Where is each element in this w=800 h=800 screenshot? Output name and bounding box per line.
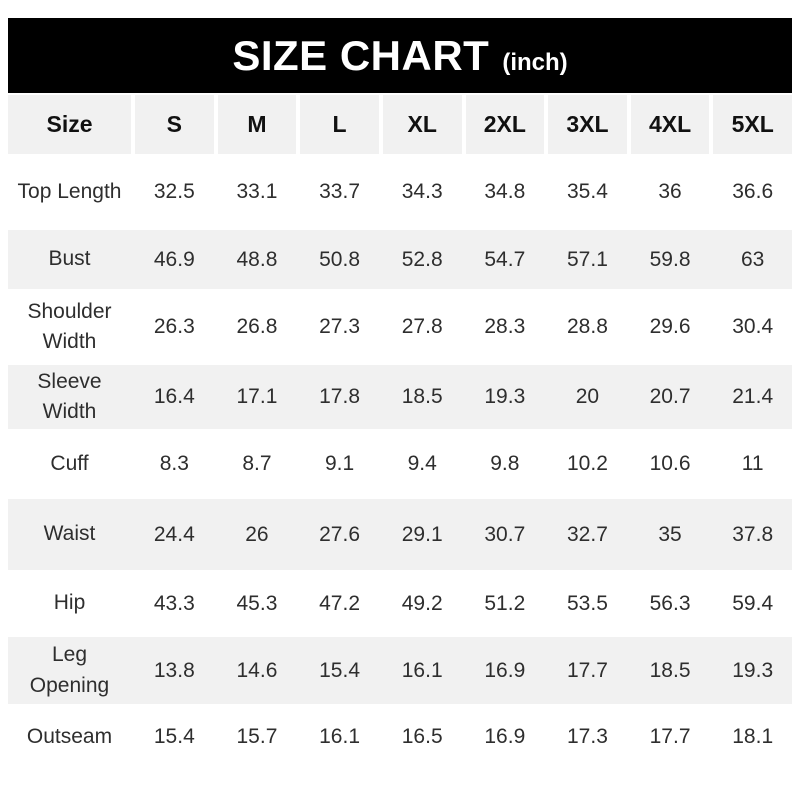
column-header: 4XL bbox=[631, 95, 710, 154]
measurement-cell: 57.1 bbox=[567, 247, 608, 271]
measurement-cell: 16.5 bbox=[401, 725, 443, 748]
measurement-cell: 17.8 bbox=[319, 385, 360, 408]
measurement-cell: 34.3 bbox=[401, 180, 443, 203]
row-label-text: Cuff bbox=[50, 451, 89, 475]
measurement-cell: 52.8 bbox=[401, 247, 443, 271]
size-corner-header: Size bbox=[8, 95, 131, 154]
row-label-text: Sleeve Width bbox=[37, 369, 102, 423]
measurement-cell: 46.9 bbox=[153, 247, 195, 271]
row-label-text: Hip bbox=[53, 591, 86, 615]
measurement-cell: 43.3 bbox=[153, 591, 195, 615]
row-label bbox=[8, 365, 131, 429]
measurement-cell: 34.8 bbox=[484, 180, 526, 203]
column-header: XL bbox=[383, 95, 462, 154]
measurement-cell: 27.6 bbox=[319, 522, 360, 546]
measurement-cell: 10.6 bbox=[649, 452, 691, 475]
measurement-cell: 17.1 bbox=[236, 385, 278, 408]
measurement-cell: 16.1 bbox=[401, 658, 443, 682]
row-label bbox=[8, 154, 131, 230]
measurement-cell: 56.3 bbox=[649, 591, 691, 615]
measurement-cell: 15.7 bbox=[236, 725, 278, 748]
column-header: M bbox=[218, 95, 297, 154]
measurement-cell: 63 bbox=[741, 247, 765, 271]
measurement-cell: 9.8 bbox=[490, 452, 520, 475]
measurement-cell: 14.6 bbox=[236, 658, 278, 682]
measurement-cell: 11 bbox=[741, 452, 764, 475]
measurement-cell: 51.2 bbox=[484, 591, 526, 615]
measurement-cell: 9.4 bbox=[407, 452, 437, 475]
measurement-cell: 16.9 bbox=[484, 725, 526, 748]
row-label bbox=[8, 570, 131, 637]
row-label-text: Top Length bbox=[17, 179, 122, 203]
row-label bbox=[8, 704, 131, 770]
row-label-text: Outseam bbox=[26, 724, 113, 748]
measurement-cell: 19.3 bbox=[484, 385, 526, 408]
measurement-cell: 36.6 bbox=[732, 180, 774, 203]
measurement-cell: 15.4 bbox=[319, 658, 360, 682]
measurement-cell: 18.5 bbox=[649, 658, 691, 682]
measurement-cell: 18.1 bbox=[732, 725, 774, 748]
title-line bbox=[232, 32, 567, 80]
measurement-cell: 28.3 bbox=[484, 315, 526, 338]
measurement-cell: 26.8 bbox=[236, 315, 278, 338]
title-bar bbox=[8, 18, 792, 93]
measurement-cell: 54.7 bbox=[484, 247, 526, 271]
measurement-cell: 50.8 bbox=[319, 247, 360, 271]
measurement-cell: 24.4 bbox=[153, 522, 195, 546]
measurement-cell: 20.7 bbox=[649, 385, 691, 408]
table-row bbox=[8, 570, 792, 637]
unit-label: (inch) bbox=[502, 48, 568, 76]
measurement-cell: 53.5 bbox=[567, 591, 608, 615]
measurement-cell: 33.1 bbox=[236, 180, 278, 203]
row-label bbox=[8, 230, 131, 289]
page-title: SIZE CHART bbox=[232, 31, 490, 79]
measurement-cell: 48.8 bbox=[236, 247, 278, 271]
measurement-cell: 16.1 bbox=[319, 725, 360, 748]
measurement-cell: 35.4 bbox=[567, 180, 608, 203]
measurement-cell: 45.3 bbox=[236, 591, 278, 615]
measurement-cell: 8.3 bbox=[159, 452, 189, 475]
measurement-cell: 19.3 bbox=[732, 658, 774, 682]
measurement-cell: 36 bbox=[658, 180, 682, 203]
measurement-cell: 47.2 bbox=[319, 591, 360, 615]
column-header: 2XL bbox=[466, 95, 545, 154]
row-label bbox=[8, 499, 131, 570]
row-label-text: Bust bbox=[48, 247, 91, 271]
measurement-cell: 32.7 bbox=[567, 522, 608, 546]
row-label bbox=[8, 289, 131, 365]
measurement-cell: 27.3 bbox=[319, 315, 360, 338]
row-label-text: Leg Opening bbox=[29, 643, 110, 697]
measurement-cell: 15.4 bbox=[153, 725, 195, 748]
size-table bbox=[8, 95, 792, 770]
table-row bbox=[8, 499, 792, 570]
column-header: 3XL bbox=[548, 95, 627, 154]
measurement-cell: 29.1 bbox=[401, 522, 443, 546]
measurement-cell: 26 bbox=[245, 522, 269, 546]
row-label bbox=[8, 637, 131, 704]
row-label bbox=[8, 429, 131, 499]
row-label-text: Shoulder Width bbox=[27, 299, 112, 353]
table-header-row bbox=[8, 95, 792, 154]
table-row bbox=[8, 289, 792, 365]
measurement-cell: 16.4 bbox=[153, 385, 195, 408]
measurement-cell: 18.5 bbox=[401, 385, 443, 408]
measurement-cell: 20 bbox=[575, 385, 600, 408]
measurement-cell: 17.7 bbox=[567, 658, 608, 682]
measurement-cell: 59.8 bbox=[649, 247, 691, 271]
measurement-cell: 17.3 bbox=[567, 725, 608, 748]
table-row bbox=[8, 704, 792, 770]
measurement-cell: 21.4 bbox=[732, 385, 774, 408]
measurement-cell: 37.8 bbox=[732, 522, 774, 546]
table-row bbox=[8, 230, 792, 289]
measurement-cell: 49.2 bbox=[401, 591, 443, 615]
measurement-cell: 13.8 bbox=[153, 658, 195, 682]
column-header: L bbox=[300, 95, 379, 154]
table-body bbox=[8, 154, 792, 770]
measurement-cell: 17.7 bbox=[649, 725, 691, 748]
row-label-text: Waist bbox=[43, 522, 96, 546]
measurement-cell: 16.9 bbox=[484, 658, 526, 682]
table-row bbox=[8, 637, 792, 704]
measurement-cell: 28.8 bbox=[567, 315, 608, 338]
measurement-cell: 10.2 bbox=[567, 452, 608, 475]
table-row bbox=[8, 365, 792, 429]
measurement-cell: 26.3 bbox=[153, 315, 195, 338]
measurement-cell: 59.4 bbox=[732, 591, 774, 615]
measurement-cell: 33.7 bbox=[319, 180, 360, 203]
measurement-cell: 9.1 bbox=[324, 452, 355, 475]
measurement-cell: 29.6 bbox=[649, 315, 691, 338]
table-row bbox=[8, 154, 792, 230]
column-header: S bbox=[135, 95, 214, 154]
measurement-cell: 30.4 bbox=[732, 315, 774, 338]
measurement-cell: 27.8 bbox=[401, 315, 443, 338]
measurement-cell: 30.7 bbox=[484, 522, 526, 546]
measurement-cell: 32.5 bbox=[153, 180, 195, 203]
column-header: 5XL bbox=[713, 95, 792, 154]
measurement-cell: 35 bbox=[658, 522, 682, 546]
table-row bbox=[8, 429, 792, 499]
measurement-cell: 8.7 bbox=[242, 452, 272, 475]
